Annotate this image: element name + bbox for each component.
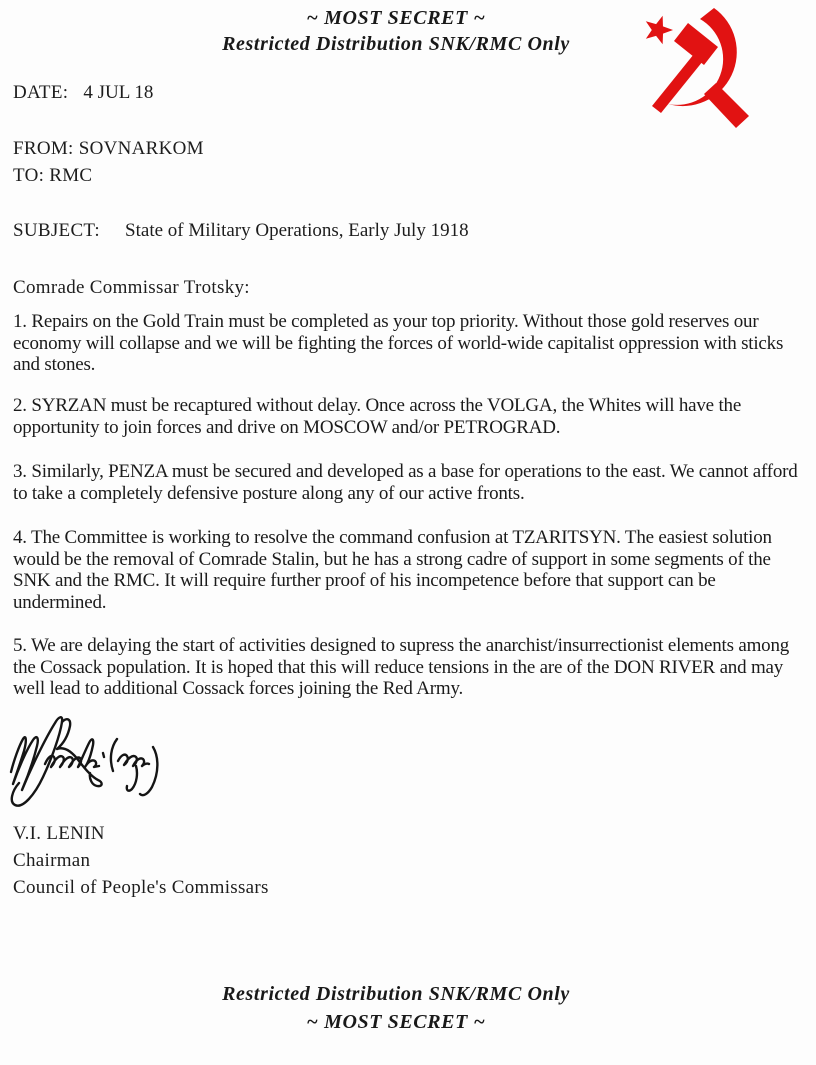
- classification-top-most-secret: ~ MOST SECRET ~: [306, 7, 486, 29]
- signer-name: V.I. LENIN: [13, 823, 105, 844]
- memo-paragraph-2: 2. SYRZAN must be recaptured without delay. Once across the VOLGA, the Whites will have the opportunity to join forces and drive on MOSCOW and/or PETROGRAD.: [13, 395, 742, 438]
- date-value: 4 JUL 18: [83, 82, 154, 103]
- classification-top-distribution: Restricted Distribution SNK/RMC Only: [222, 33, 570, 55]
- subject-label: SUBJECT:: [13, 220, 100, 241]
- subject-row: [13, 220, 469, 242]
- hammer-and-sickle-icon: [632, 2, 772, 135]
- from-label: FROM:: [13, 138, 74, 159]
- signer-title: Chairman: [13, 850, 91, 871]
- to-row: [13, 165, 92, 187]
- salutation: Comrade Commissar Trotsky:: [13, 277, 250, 298]
- memo-paragraph-1: 1. Repairs on the Gold Train must be completed as your top priority. Without those gold reserves our economy will collapse and we will be fighting the forces of world-wide capitalist oppression with sticks and stones.: [13, 311, 784, 375]
- lenin-signature-icon: [4, 708, 169, 810]
- from-row: [13, 138, 204, 160]
- memo-paragraph-3: 3. Similarly, PENZA must be secured and developed as a base for operations to the east. We cannot afford to take a completely defensive posture along any of our active fronts.: [13, 461, 798, 504]
- red-star-icon: [641, 11, 677, 46]
- to-label: TO:: [13, 165, 45, 186]
- from-value: SOVNARKOM: [78, 138, 204, 159]
- memo-paragraph-4: 4. The Committee is working to resolve the command confusion at TZARITSYN. The easiest solution would be the removal of Comrade Stalin, but he has a strong cadre of support in some segments of the SNK and the RMC. It will require further proof of his incompetence before that support can be undermined.: [13, 527, 772, 613]
- memo-paragraph-5: 5. We are delaying the start of activities designed to supress the anarchist/insurrectionist elements among the Cossack population. It is hoped that this will reduce tensions in the are of the DON RIVER and may well lead to additional Cossack forces joining the Red Army.: [13, 635, 790, 699]
- subject-value: State of Military Operations, Early July 1918: [125, 220, 469, 241]
- classification-bottom-distribution: Restricted Distribution SNK/RMC Only: [222, 983, 570, 1005]
- signer-organization: Council of People's Commissars: [13, 877, 269, 898]
- date-label: DATE:: [13, 82, 69, 103]
- to-value: RMC: [49, 165, 93, 186]
- date-row: [13, 82, 153, 104]
- classification-bottom-most-secret: ~ MOST SECRET ~: [306, 1011, 486, 1033]
- sickle-handle: [704, 83, 749, 128]
